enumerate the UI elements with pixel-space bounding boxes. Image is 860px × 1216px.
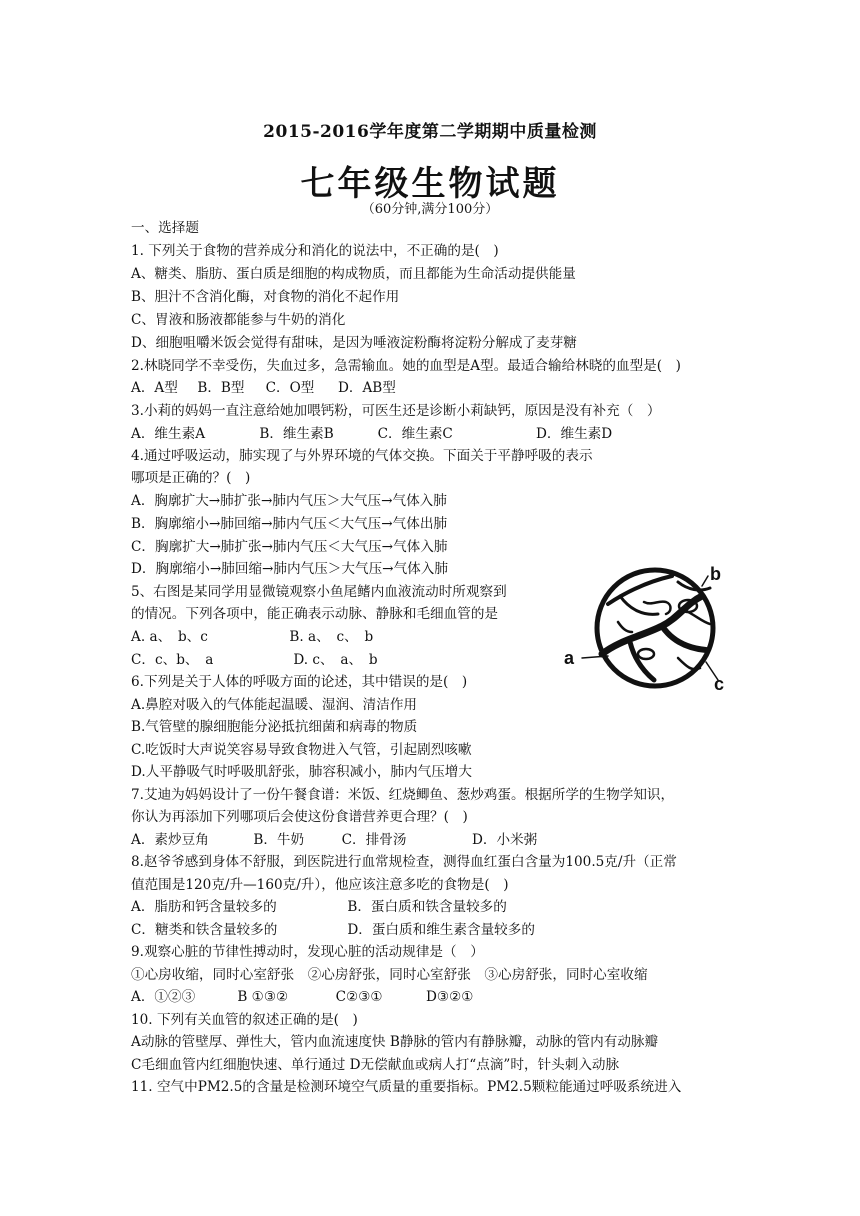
question-6-option-c: C.吃饭时大声说笑容易导致食物进入气管，引起剧烈咳嗽 bbox=[131, 742, 472, 758]
question-3-option-c: C．维生素C bbox=[377, 426, 453, 442]
section-heading: 一、选择题 bbox=[131, 220, 199, 236]
question-7-stem-line-1: 7.艾迪为妈妈设计了一份午餐食谱：米饭、红烧鲫鱼、葱炒鸡蛋。根据所学的生物学知识， bbox=[131, 787, 675, 803]
question-7-option-a: A．素炒豆角 bbox=[131, 832, 209, 848]
exam-title: 七年级生物试题 bbox=[300, 164, 560, 204]
question-7-option-c: C．排骨汤 bbox=[341, 832, 407, 848]
blood-vessel-microscope-figure bbox=[560, 562, 740, 692]
question-5-options-row-2 bbox=[131, 650, 378, 670]
question-9-option-b: B ①③② bbox=[237, 989, 289, 1005]
question-9-option-c: C②③① bbox=[335, 989, 383, 1005]
question-7-option-b: B．牛奶 bbox=[253, 832, 305, 848]
question-8-stem-line-1: 8.赵爷爷感到身体不舒服，到医院进行血常规检查，测得血红蛋白含量为100.5克/升（正常 bbox=[131, 854, 677, 870]
figure-label-c: c bbox=[714, 674, 725, 692]
question-5-stem-line-2: 的情况。下列各项中，能正确表示动脉、静脉和毛细血管的是 bbox=[131, 606, 499, 622]
question-6-option-a: A.鼻腔对吸入的气体能起温暖、湿润、清洁作用 bbox=[131, 697, 418, 713]
question-10-stem: 10. 下列有关血管的叙述正确的是( ) bbox=[131, 1012, 358, 1028]
question-2-option-c: C．O型 bbox=[265, 380, 315, 396]
question-8-option-d: D．蛋白质和维生素含量较多的 bbox=[347, 922, 535, 938]
question-5-option-c: C．c、b、 a bbox=[131, 652, 214, 668]
question-9-options bbox=[131, 987, 473, 1007]
question-4-option-d: D．胸廓缩小→肺回缩→肺内气压＞大气压→气体入肺 bbox=[131, 561, 448, 577]
question-1-option-c: C、胃液和肠液都能参与牛奶的消化 bbox=[131, 312, 346, 328]
exam-info: （60分钟,满分100分） bbox=[361, 202, 499, 217]
question-1-option-a: A、糖类、脂肪、蛋白质是细胞的构成物质，而且都能为生命活动提供能量 bbox=[131, 266, 576, 282]
question-5-stem-line-1: 5、右图是某同学用显微镜观察小鱼尾鳍内血液流动时所观察到 bbox=[131, 584, 507, 600]
question-5-option-a: A. a、 b、c bbox=[131, 629, 208, 645]
question-1-option-d: D、细胞咀嚼米饭会觉得有甜味，是因为唾液淀粉酶将淀粉分解成了麦芽糖 bbox=[131, 335, 577, 351]
question-1-stem: 1. 下列关于食物的营养成分和消化的说法中，不正确的是( ) bbox=[131, 243, 499, 259]
question-3-stem: 3.小莉的妈妈一直注意给她加喂钙粉，可医生还是诊断小莉缺钙，原因是没有补充（ ） bbox=[131, 403, 661, 419]
question-9-stem: 9.观察心脏的节律性搏动时，发现心脏的活动规律是（ ） bbox=[131, 944, 484, 960]
question-5-options-row-1 bbox=[131, 627, 373, 647]
question-8-stem-line-2: 值范围是120克/升—160克/升），他应该注意多吃的食物是( ) bbox=[131, 877, 509, 893]
question-3-option-b: B．维生素B bbox=[259, 426, 334, 442]
question-2-option-a: A．A型 bbox=[131, 380, 178, 396]
question-4-option-b: B．胸廓缩小→肺回缩→肺内气压＜大气压→气体出肺 bbox=[131, 516, 448, 532]
question-2-stem: 2.林晓同学不幸受伤，失血过多，急需输血。她的血型是A型。最适合输给林晓的血型是( ) bbox=[131, 358, 681, 374]
question-4-option-c: C．胸廓扩大→肺扩张→肺内气压＜大气压→气体入肺 bbox=[131, 539, 448, 555]
question-7-stem-line-2: 你认为再添加下列哪项后会使这份食谱营养更合理？( ) bbox=[131, 809, 468, 825]
question-6-option-d: D.人平静吸气时呼吸肌舒张，肺容积减小，肺内气压增大 bbox=[131, 764, 472, 780]
question-5-option-b: B. a、 c、 b bbox=[289, 629, 374, 645]
question-8-options-row-1 bbox=[131, 897, 507, 917]
figure-label-a: a bbox=[564, 648, 575, 668]
question-6-stem: 6.下列是关于人体的呼吸方面的论述，其中错误的是( ) bbox=[131, 674, 468, 690]
question-10-options-line-2: C毛细血管内红细胞快速、单行通过 D无偿献血或病人打“点滴”时，针头刺入动脉 bbox=[131, 1057, 620, 1073]
question-8-options-row-2 bbox=[131, 920, 535, 940]
question-10-options-line-1: A动脉的管壁厚、弹性大，管内血流速度快 B静脉的管内有静脉瓣，动脉的管内有动脉瓣 bbox=[131, 1034, 659, 1050]
question-2-option-b: B．B型 bbox=[197, 380, 245, 396]
question-7-options bbox=[131, 830, 537, 850]
vessel-b bbox=[608, 576, 672, 604]
question-4-stem-line-2: 哪项是正确的？( ) bbox=[131, 470, 251, 486]
question-2-options bbox=[131, 378, 396, 398]
question-7-option-d: D．小米粥 bbox=[471, 832, 538, 848]
capillary-network bbox=[644, 602, 671, 614]
question-11-stem: 11. 空气中PM2.5的含量是检测环境空气质量的重要指标。PM2.5颗粒能通过呼吸系统进入 bbox=[131, 1079, 682, 1095]
exam-term-heading: 2015-2016学年度第二学期期中质量检测 bbox=[263, 122, 597, 142]
figure-label-b: b bbox=[710, 564, 721, 584]
question-8-option-a: A．脂肪和钙含量较多的 bbox=[131, 899, 277, 915]
question-3-options bbox=[131, 424, 612, 444]
question-4-stem-line-1: 4.通过呼吸运动，肺实现了与外界环境的气体交换。下面关于平静呼吸的表示 bbox=[131, 448, 593, 464]
question-9-option-d: D③②① bbox=[425, 989, 474, 1005]
question-8-option-b: B．蛋白质和铁含量较多的 bbox=[347, 899, 507, 915]
question-8-option-c: C．糖类和铁含量较多的 bbox=[131, 922, 278, 938]
question-5-option-d: D. c、 a、 b bbox=[293, 652, 378, 668]
question-6-option-b: B.气管壁的腺细胞能分泌抵抗细菌和病毒的物质 bbox=[131, 719, 418, 735]
question-1-option-b: B、胆汁不含消化酶，对食物的消化不起作用 bbox=[131, 289, 400, 305]
question-9-statements: ①心房收缩，同时心室舒张 ②心房舒张，同时心室舒张 ③心房舒张，同时心室收缩 bbox=[131, 967, 648, 983]
question-4-option-a: A．胸廓扩大→肺扩张→肺内气压＞大气压→气体入肺 bbox=[131, 493, 447, 509]
question-3-option-a: A．维生素A bbox=[131, 426, 206, 442]
question-2-option-d: D．AB型 bbox=[337, 380, 396, 396]
question-9-option-a: A．①②③ bbox=[131, 989, 196, 1005]
question-3-option-d: D．维生素D bbox=[535, 426, 613, 442]
